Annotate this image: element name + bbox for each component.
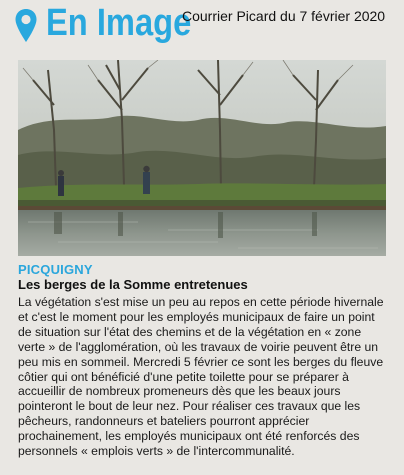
page-header xyxy=(0,0,404,58)
article-headline: Les berges de la Somme entretenues xyxy=(18,277,248,292)
body-line: personnels « emplois verts » de l'intercommunalité. xyxy=(18,444,295,459)
body-line: La végétation s'est mise un peu au repos en cette période hivernale xyxy=(18,295,384,309)
body-line: verte » de l'agglomération, où les travaux de voirie peuvent être un xyxy=(18,339,379,354)
location-pin-icon xyxy=(14,8,38,44)
source-caption: Courrier Picard du 7 février 2020 xyxy=(182,8,386,24)
body-line: et c'est le moment pour les employés municipaux de faire un point xyxy=(18,309,375,324)
body-line: de situation sur l'état des chemins et de la végétation en « zone xyxy=(18,324,362,339)
body-line: prochainement, les employés municipaux ont été renforcés des xyxy=(18,429,360,444)
section-title: En Image xyxy=(46,2,192,44)
body-line: accueillir de nombreux promeneurs dès que les beaux jours xyxy=(18,384,341,399)
body-line: pêcheurs, randonneurs et bateliers pourront apprécier xyxy=(18,414,310,429)
article-body xyxy=(18,295,388,459)
article-photo xyxy=(18,60,386,256)
body-line: pointeront le bout de leur nez. Pour réaliser ces travaux que les xyxy=(18,399,361,414)
body-line: peu mis en sommeil. Mercredi 5 février ce sont les berges du fleuve xyxy=(18,354,384,369)
body-line: côtier qui ont bénéficié d'une petite toilette pour se préparer à xyxy=(18,369,349,384)
article-location: PICQUIGNY xyxy=(18,262,93,277)
river-bank-photo xyxy=(18,60,386,256)
